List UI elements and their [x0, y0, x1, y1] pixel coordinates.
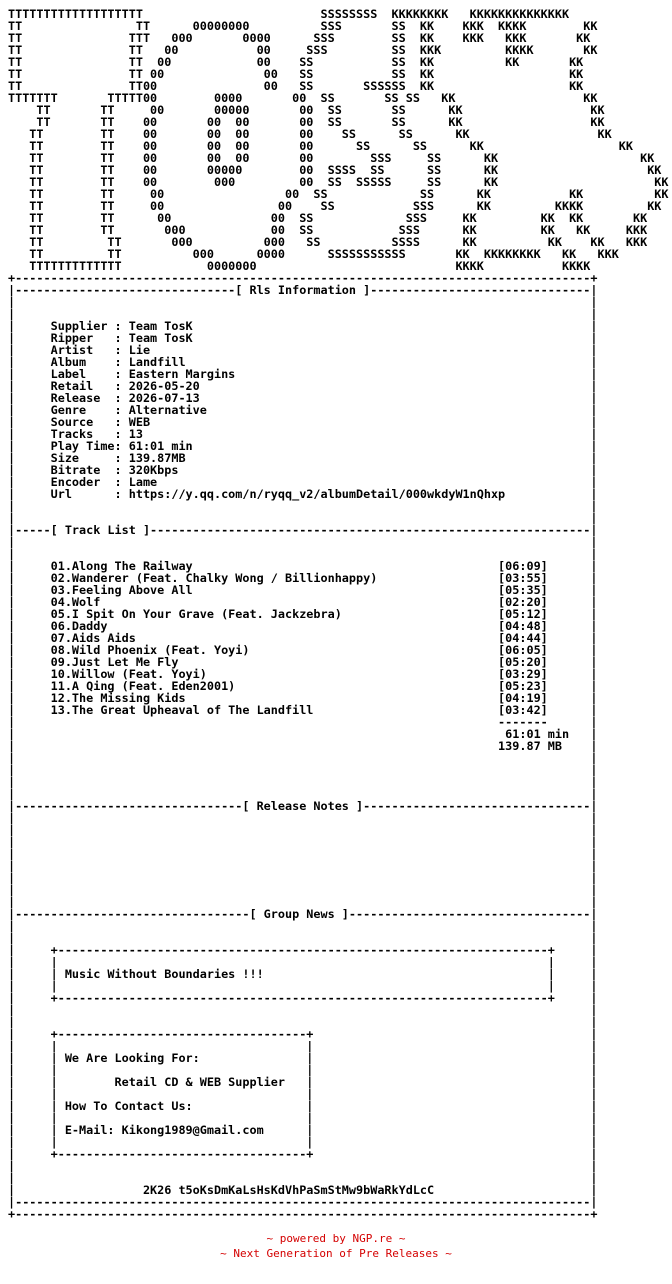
- footer-tagline: ~ Next Generation of Pre Releases ~: [220, 1247, 452, 1260]
- footer-powered-by: ~ powered by NGP.re ~: [266, 1232, 406, 1245]
- footer: [0, 1231, 672, 1261]
- nfo-text: TTTTTTTTTTTTTTTTTTT SSSSSSSS KKKKKKKK KKKKKKKKKKKKKK TT TT 00000000 SSS SS KK KKK KKKK KK TT TTT 000 0000 SSS SS KK KKK KKK KK TT TT 00 00 SSS SS KKK KKKK KK TT TT 00 00 SS SS KK KK KK TT TT 00 00 SS SS KK KK TT TT00 00 SS SSSSSS KK KK TTTTTTT TTTTT00 0000 00 SS SS SS KK KK TT TT 00 00000 00 SS SS KK KK TT TT 00 00 00 00 SS SS KK KK TT TT 00 00 00 00 SS SS KK KK TT TT 00 00 00 00 SS SS KK KK TT TT 00 00 00 00 SSS SS KK KK TT TT 00 00000 00 SSSS SS SS KK KK TT TT 00 000 00 SS SSSSS SS KK KK TT TT 00 00 SS SS KK KK KK TT TT 00 00 SS SSS KK KKKK KK TT TT 00 00 SS SSS KK KK KK KK TT TT 000 00 SS SSS KK KK KK KKK TT TT 000 000 SS SSSS KK KK KK KKK TT TT 000 0000 SSSSSSSSSSS KK KKKKKKKK KK KKK TTTTTTTTTTTTT 0000000 KKKK KKKK +---------------------------------------------------------------------------------+ |-------------------------------[ Rls Information ]-------------------------------| | | | | | Supplier : Team TosK | | Ripper : Team TosK | | Artist : Lie | | Album : Landfill | | Label : Eastern Margins | | Retail : 2026-05-20 | | Release : 2026-07-13 | | Genre : Alternative | | Source : WEB | | Tracks : 13 | | Play Time: 61:01 min | | Size : 139.87MB | | Bitrate : 320Kbps | | Encoder : Lame | | Url : https://y.qq.com/n/ryqq_v2/albumDetail/000wkdyW1nQhxp | | | | | |-----[ Track List ]--------------------------------------------------------------| | | | | | 01.Along The Railway [06:09] | | 02.Wanderer (Feat. Chalky Wong / Billionhappy) [03:55] | | 03.Feeling Above All [05:35] | | 04.Wolf [02:20] | | 05.I Spit On Your Grave (Feat. Jackzebra) [05:12] | | 06.Daddy [04:48] | | 07.Aids Aids [04:44] | | 08.Wild Phoenix (Feat. Yoyi) [06:05] | | 09.Just Let Me Fly [05:20] | | 10.Willow (Feat. Yoyi) [03:29] | | 11.A Qing (Feat. Eden2001) [05:23] | | 12.The Missing Kids [04:19] | | 13.The Great Upheaval of The Landfill [03:42] | | ------- | | 61:01 min | | 139.87 MB | | | | | | | | | |--------------------------------[ Release Notes ]--------------------------------| | | | | | | | | | | | | | | | | |---------------------------------[ Group News ]----------------------------------| | | | | | +---------------------------------------------------------------------+ | | | | | | | Music Without Boundaries !!! | | | | | | | +---------------------------------------------------------------------+ | | | | | | +-----------------------------------+ | | | | | | | We Are Looking For: | | | | | | | | Retail CD & WEB Supplier | | | | | | | | How To Contact Us: | | | | | | | | E-Mail: Kikong1989@Gmail.com | | | | | | | +-----------------------------------+ | | | | | | 2K26 t5oKsDmKaLsHsKdVhPaSmStMw9bWaRkYdLcC | |---------------------------------------------------------------------------------| +---------------------------------------------------------------------------------+: [8, 7, 669, 1221]
